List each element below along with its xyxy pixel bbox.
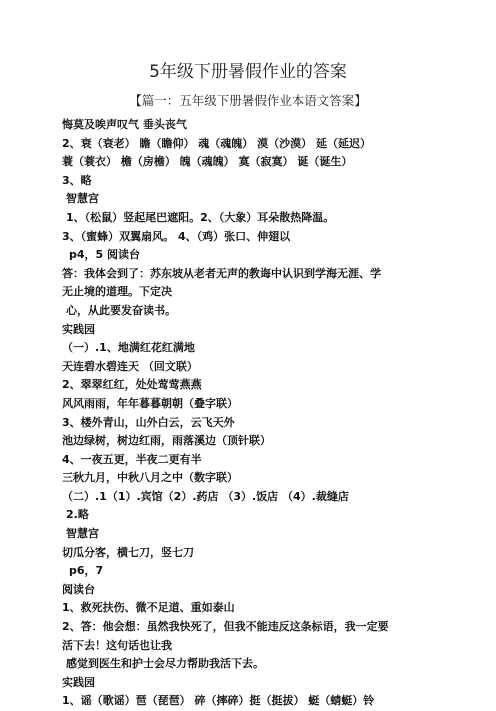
text-line: 2、翠翠红红，处处莺莺燕燕 [62,378,202,392]
text-line: 天连碧水碧连天 （回文联） [62,359,198,373]
text-line: 蓑（蓑衣） 檐（房檐） 魄（魂魄） 寞（寂寞） 诞（诞生） [62,155,353,169]
text-line: 2.略 [66,508,89,522]
text-line: 池边绿树，树边红雨，雨落溪边（顶针联） [62,434,271,448]
document-body [62,116,438,711]
text-line: （二）.1（1）.宾馆（2）.药店 （3）.饭店 （4）.裁缝店 [62,489,349,503]
text-line: （一）.1、地满红花红满地 [62,341,195,355]
document-title: 5年级下册暑假作业的答案 [149,62,347,82]
text-line: 答：我体会到了：苏东坡从老者无声的教诲中认识到学海无涯、学 [62,266,381,280]
text-line: 1、谣（歌谣）琶（琵琶） 碎（摔碎）挺（挺拔） 蜓（蜻蜓）铃 [62,694,375,708]
text-line: 2、衰（衰老） 瞻（瞻仰） 魂（魂魄） 漠（沙漠） 延（延迟） [62,136,371,150]
section-heading: 智慧宫 [66,527,99,541]
section-heading: 阅读台 [62,582,95,596]
text-line: 无止境的道理。下定决 [62,285,172,299]
text-line: p6，7 [69,564,104,578]
section-heading: 实践园 [62,322,95,336]
text-line: 3、（蜜蜂）双翼扇风。 4、（鸡）张口、伸翅以 [62,229,291,243]
text-line: 切瓜分客，横七刀，竖七刀 [62,545,194,559]
text-line: 1、救死扶伤、微不足道、重如泰山 [62,601,235,615]
text-line: 风风雨雨，年年暮暮朝朝（叠字联） [62,396,238,410]
section-heading: 实践园 [62,675,95,689]
text-line: 3、略 [62,173,92,187]
text-line: 三秋九月，中秋八月之中（数字联） [62,471,238,485]
text-line: 感觉到医生和护士会尽力帮助我活下去。 [66,657,264,671]
text-line: p4，5 阅读台 [69,248,141,262]
text-line: 1、（松鼠）竖起尾巴遮阳。2、（大象）耳朵散热降温。 [66,210,335,224]
text-line: 悔莫及唉声叹气 垂头丧气 [62,118,187,131]
section-heading: 智慧宫 [66,192,99,206]
text-line: 3、楼外青山，山外白云，云飞天外 [62,415,235,429]
text-line: 心，从此要发奋读书。 [66,303,176,317]
text-line: 2、答：他会想：虽然我快死了，但我不能违反这条标语，我一定要 [62,620,389,634]
document-subtitle: 【篇一：五年级下册暑假作业本语文答案】 [129,93,367,108]
text-line: 活下去！这句话也让我 [62,638,172,652]
text-line: 4、一夜五更，半夜二更有半 [62,452,202,466]
